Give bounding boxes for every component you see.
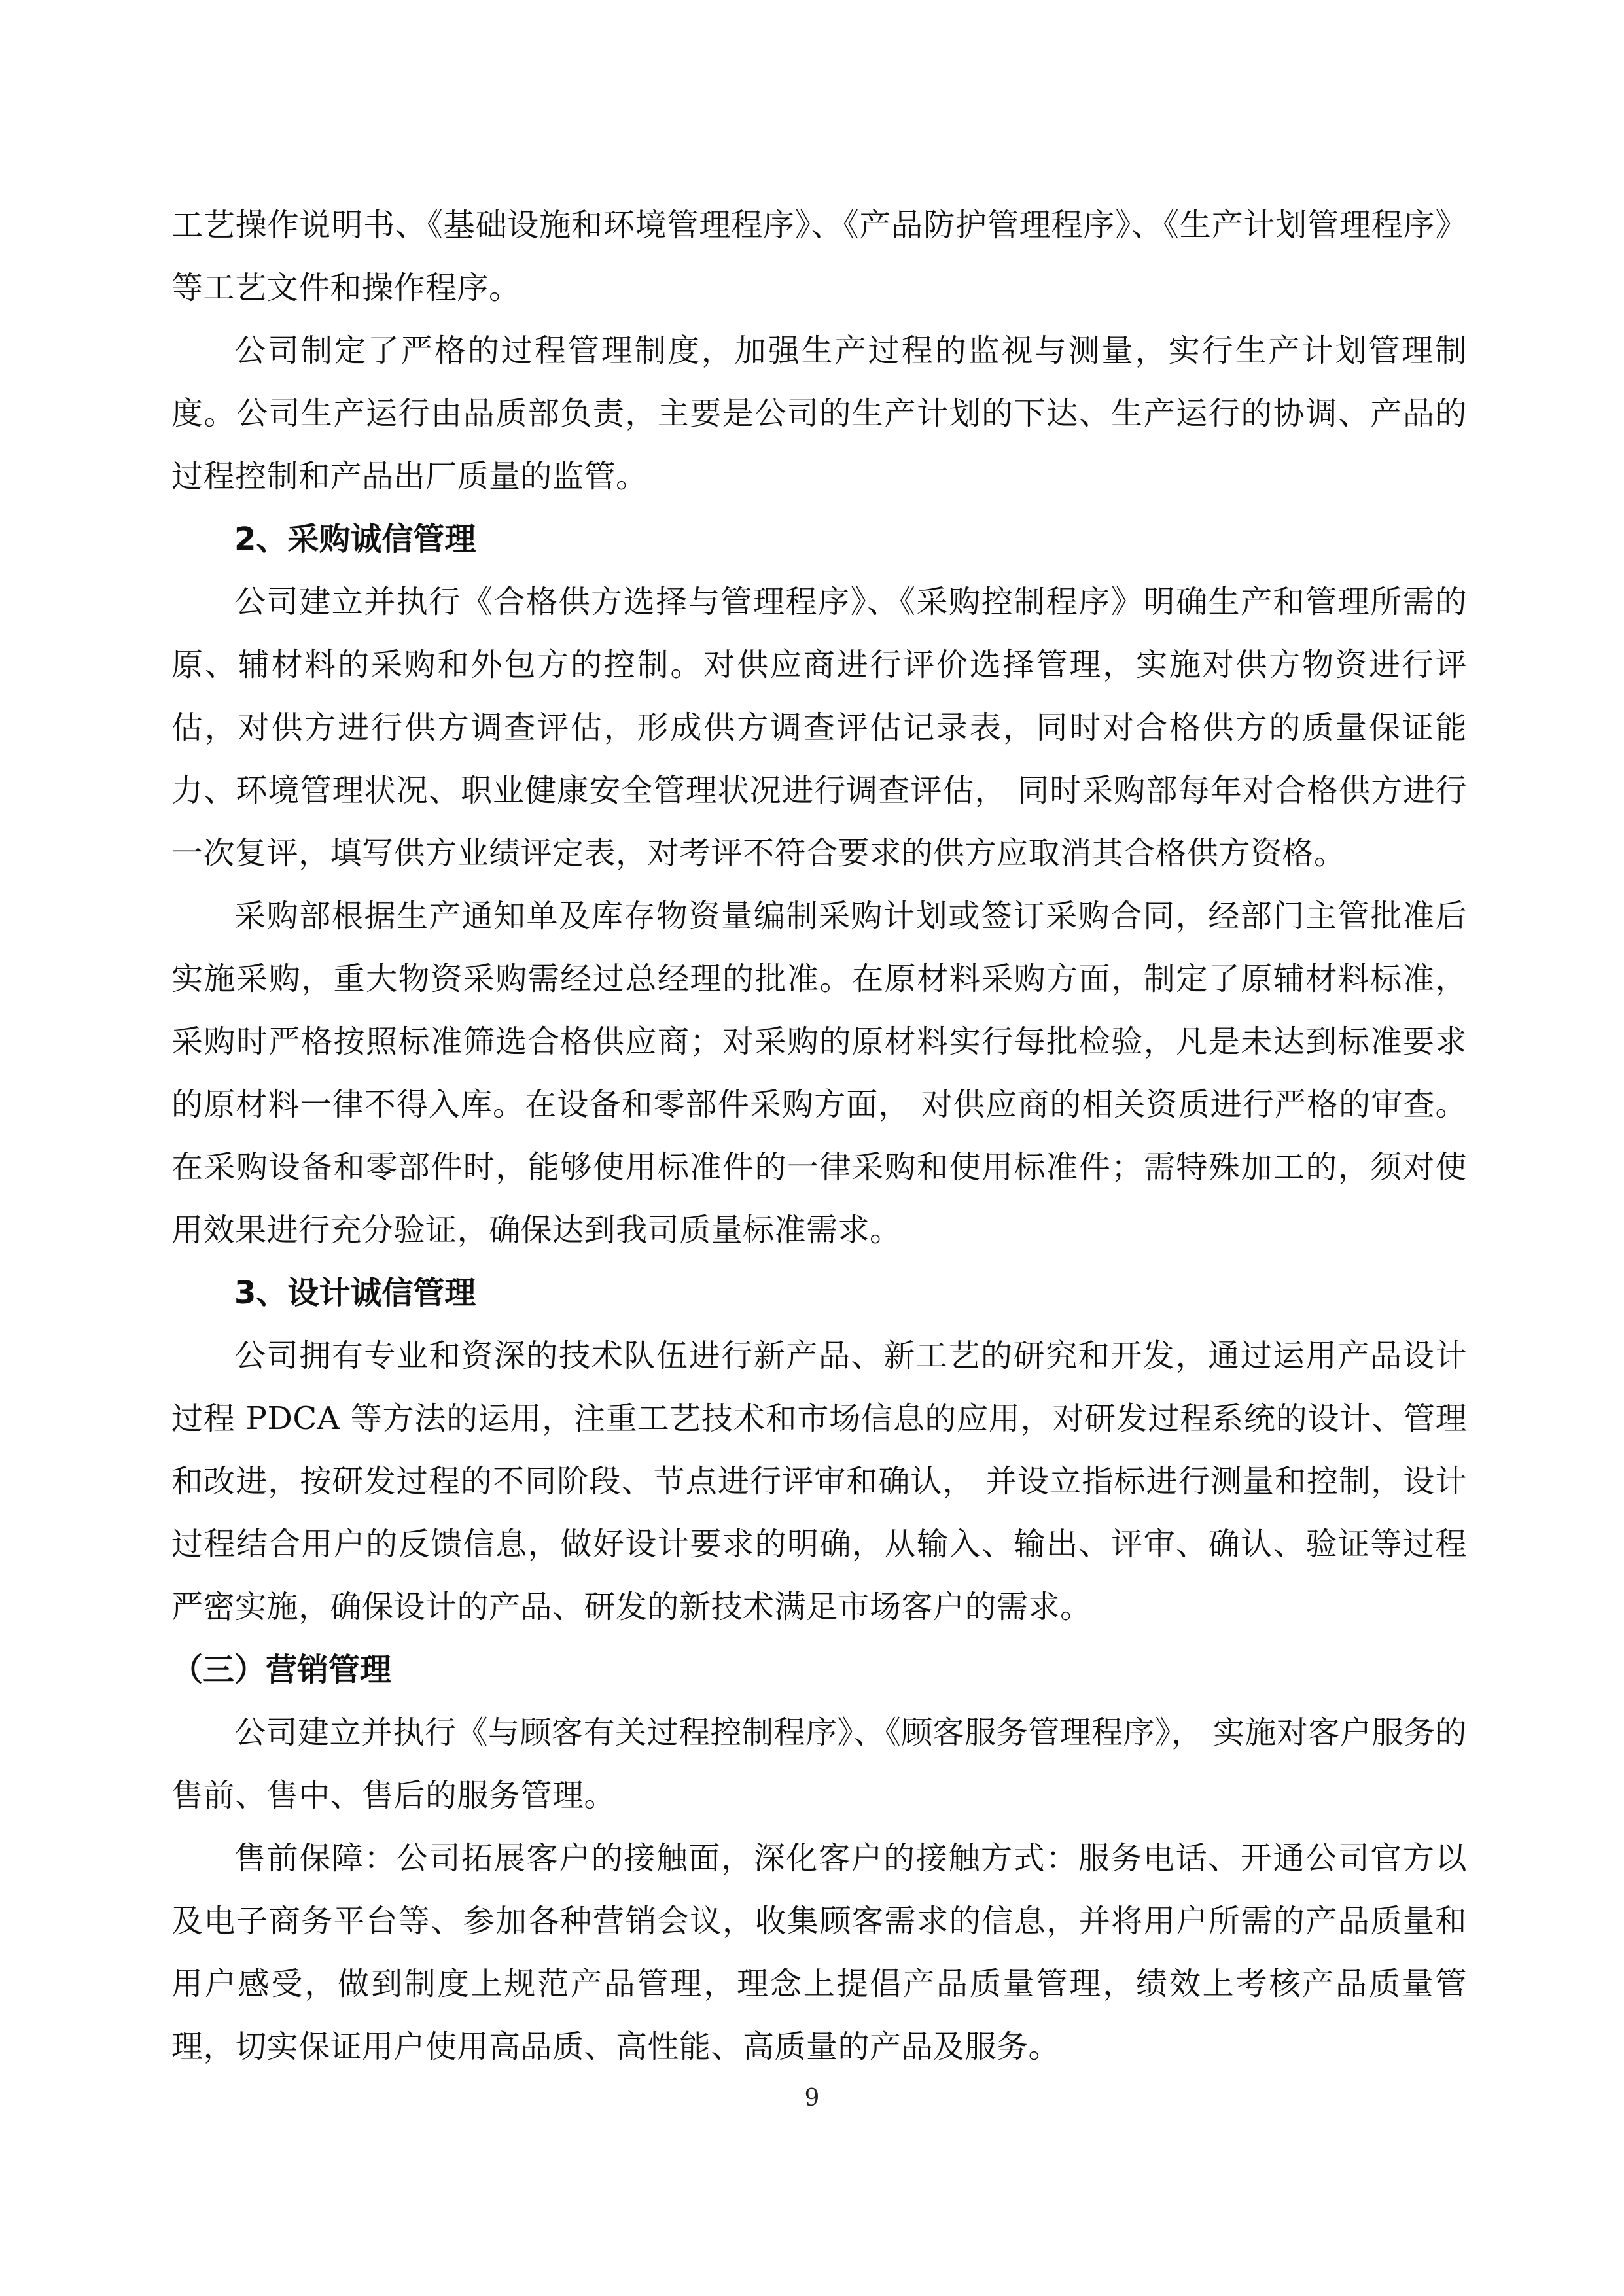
heading-design-integrity: 3、设计诚信管理 bbox=[234, 1275, 476, 1311]
heading-marketing-management: （三）营销管理 bbox=[171, 1651, 392, 1688]
paragraph-customer-procedures: 公司建立并执行《与顾客有关过程控制程序》、《顾客服务管理程序》， 实施对客户服务的售前、售中、售后的服务管理。 bbox=[171, 1714, 1467, 1814]
paragraph-presale-support: 售前保障：公司拓展客户的接触面，深化客户的接触方式：服务电话、开通公司官方以及电子商务平台等、参加各种营销会议，收集顾客需求的信息，并将用户所需的产品质量和用户感受，做到制度上规范产品管理，理念上提倡产品质量管理，绩效上考核产品质量管理，切实保证用户使用高品质、高性能、高质量的产品及服务。 bbox=[171, 1840, 1467, 2065]
paragraph-design-process: 公司拥有专业和资深的技术队伍进行新产品、新工艺的研究和开发，通过运用产品设计过程 PDCA 等方法的运用，注重工艺技术和市场信息的应用，对研发过程系统的设计、管理和改进，按研发过程的不同阶段、节点进行评审和确认， 并设立指标进行测量和控制，设计过程结合用户的反馈信息，做好设计要求的明确，从输入、输出、评审、确认、验证等过程严密实施，确保设计的产品、研发的新技术满足市场客户的需求。 bbox=[171, 1337, 1467, 1625]
paragraph-process-docs: 工艺操作说明书、《基础设施和环境管理程序》、《产品防护管理程序》、《生产计划管理程序》等工艺文件和操作程序。 bbox=[171, 207, 1467, 306]
heading-procurement-integrity: 2、采购诚信管理 bbox=[234, 521, 476, 557]
page-number: 9 bbox=[804, 2085, 820, 2111]
paragraph-procurement-process: 采购部根据生产通知单及库存物资量编制采购计划或签订采购合同，经部门主管批准后实施采购，重大物资采购需经过总经理的批准。在原材料采购方面，制定了原辅材料标准，采购时严格按照标准筛选合格供应商；对采购的原材料实行每批检验，凡是未达到标准要求的原材料一律不得入库。在设备和零部件采购方面， 对供应商的相关资质进行严格的审查。在采购设备和零部件时，能够使用标准件的一律采购和使用标准件；需特殊加工的，须对使用效果进行充分验证，确保达到我司质量标准需求。 bbox=[171, 898, 1467, 1248]
document-body bbox=[171, 194, 1467, 2078]
paragraph-supplier-selection: 公司建立并执行《合格供方选择与管理程序》、《采购控制程序》明确生产和管理所需的原、辅材料的采购和外包方的控制。对供应商进行评价选择管理，实施对供方物资进行评估，对供方进行供方调查评估，形成供方调查评估记录表，同时对合格供方的质量保证能力、环境管理状况、职业健康安全管理状况进行调查评估， 同时采购部每年对合格供方进行一次复评，填写供方业绩评定表，对考评不符合要求的供方应取消其合格供方资格。 bbox=[171, 584, 1467, 872]
paragraph-process-management: 公司制定了严格的过程管理制度，加强生产过程的监视与测量，实行生产计划管理制度。公司生产运行由品质部负责，主要是公司的生产计划的下达、生产运行的协调、产品的过程控制和产品出厂质量的监管。 bbox=[171, 332, 1467, 495]
